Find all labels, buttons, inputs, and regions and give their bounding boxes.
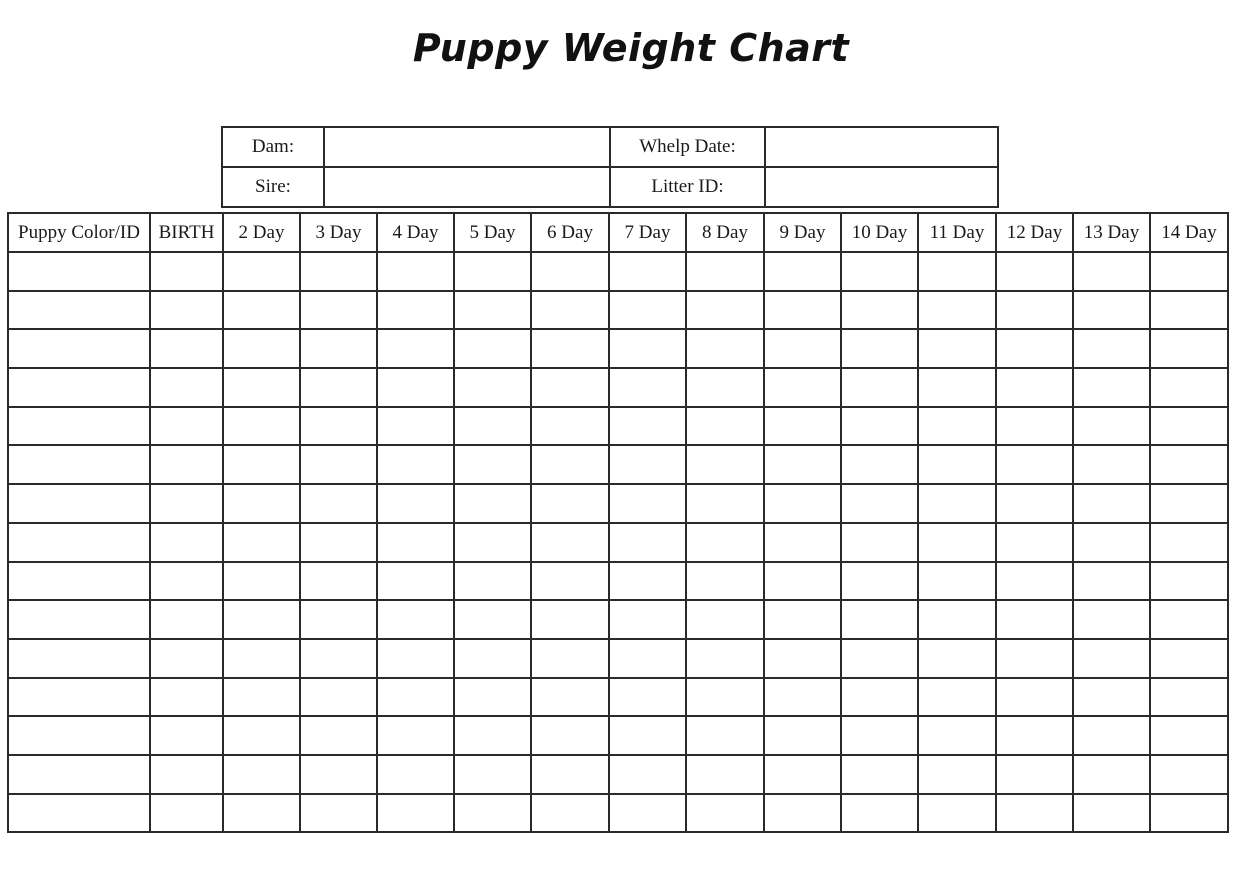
weight-cell[interactable] bbox=[609, 329, 686, 368]
weight-cell[interactable] bbox=[1150, 755, 1228, 794]
weight-cell[interactable] bbox=[454, 329, 531, 368]
weight-cell[interactable] bbox=[531, 368, 609, 407]
whelp-date-field[interactable] bbox=[765, 127, 998, 167]
weight-cell[interactable] bbox=[300, 678, 377, 717]
weight-cell[interactable] bbox=[841, 562, 918, 601]
weight-cell[interactable] bbox=[150, 523, 223, 562]
weight-cell[interactable] bbox=[1073, 368, 1150, 407]
weight-cell[interactable] bbox=[841, 484, 918, 523]
weight-table bbox=[7, 212, 1229, 833]
column-header: 6 Day bbox=[531, 213, 609, 252]
weight-cell[interactable] bbox=[764, 329, 841, 368]
weight-cell[interactable] bbox=[377, 291, 454, 330]
weight-cell[interactable] bbox=[1150, 562, 1228, 601]
column-header: BIRTH bbox=[150, 213, 223, 252]
weight-cell[interactable] bbox=[918, 484, 996, 523]
weight-cell[interactable] bbox=[454, 523, 531, 562]
column-header: 13 Day bbox=[1073, 213, 1150, 252]
weight-cell[interactable] bbox=[764, 291, 841, 330]
table-row bbox=[8, 291, 1228, 330]
weight-cell[interactable] bbox=[531, 523, 609, 562]
weight-cell[interactable] bbox=[300, 445, 377, 484]
weight-cell[interactable] bbox=[609, 407, 686, 446]
weight-cell[interactable] bbox=[996, 716, 1073, 755]
puppy-id-cell[interactable] bbox=[8, 252, 150, 291]
weight-cell[interactable] bbox=[150, 562, 223, 601]
weight-cell[interactable] bbox=[150, 716, 223, 755]
table-row bbox=[8, 562, 1228, 601]
column-header: Puppy Color/ID bbox=[8, 213, 150, 252]
weight-cell[interactable] bbox=[150, 445, 223, 484]
weight-cell[interactable] bbox=[223, 794, 300, 833]
puppy-id-cell[interactable] bbox=[8, 329, 150, 368]
weight-cell[interactable] bbox=[996, 639, 1073, 678]
weight-cell[interactable] bbox=[609, 291, 686, 330]
weight-cell[interactable] bbox=[300, 716, 377, 755]
weight-cell[interactable] bbox=[531, 252, 609, 291]
weight-cell[interactable] bbox=[764, 368, 841, 407]
weight-cell[interactable] bbox=[764, 639, 841, 678]
weight-cell[interactable] bbox=[996, 368, 1073, 407]
weight-cell[interactable] bbox=[686, 368, 764, 407]
weight-cell[interactable] bbox=[150, 291, 223, 330]
weight-cell[interactable] bbox=[686, 678, 764, 717]
weight-cell[interactable] bbox=[454, 562, 531, 601]
weight-cell[interactable] bbox=[531, 639, 609, 678]
weight-cell[interactable] bbox=[609, 639, 686, 678]
weight-cell[interactable] bbox=[1073, 755, 1150, 794]
weight-cell[interactable] bbox=[300, 600, 377, 639]
weight-cell[interactable] bbox=[300, 252, 377, 291]
weight-cell[interactable] bbox=[454, 368, 531, 407]
weight-cell[interactable] bbox=[531, 445, 609, 484]
weight-cell[interactable] bbox=[223, 252, 300, 291]
weight-cell[interactable] bbox=[918, 329, 996, 368]
weight-cell[interactable] bbox=[996, 484, 1073, 523]
column-header: 5 Day bbox=[454, 213, 531, 252]
table-row bbox=[8, 484, 1228, 523]
weight-cell[interactable] bbox=[300, 291, 377, 330]
weight-cell[interactable] bbox=[918, 678, 996, 717]
weight-cell[interactable] bbox=[223, 562, 300, 601]
weight-cell[interactable] bbox=[996, 562, 1073, 601]
weight-cell[interactable] bbox=[996, 291, 1073, 330]
weight-cell[interactable] bbox=[686, 484, 764, 523]
weight-cell[interactable] bbox=[609, 755, 686, 794]
weight-cell[interactable] bbox=[150, 794, 223, 833]
column-header: 7 Day bbox=[609, 213, 686, 252]
weight-cell[interactable] bbox=[300, 368, 377, 407]
weight-cell[interactable] bbox=[531, 329, 609, 368]
weight-cell[interactable] bbox=[300, 639, 377, 678]
weight-cell[interactable] bbox=[918, 291, 996, 330]
weight-cell[interactable] bbox=[918, 794, 996, 833]
table-row bbox=[8, 445, 1228, 484]
weight-cell[interactable] bbox=[377, 445, 454, 484]
weight-cell[interactable] bbox=[764, 562, 841, 601]
sire-field[interactable] bbox=[324, 167, 610, 207]
weight-cell[interactable] bbox=[764, 794, 841, 833]
weight-cell[interactable] bbox=[150, 484, 223, 523]
weight-cell[interactable] bbox=[996, 678, 1073, 717]
weight-cell[interactable] bbox=[764, 755, 841, 794]
weight-cell[interactable] bbox=[686, 794, 764, 833]
weight-cell[interactable] bbox=[609, 523, 686, 562]
weight-cell[interactable] bbox=[1073, 445, 1150, 484]
weight-cell[interactable] bbox=[150, 678, 223, 717]
weight-cell[interactable] bbox=[1150, 368, 1228, 407]
info-row-dam bbox=[222, 127, 998, 167]
weight-cell[interactable] bbox=[531, 678, 609, 717]
litter-id-field[interactable] bbox=[765, 167, 998, 207]
weight-cell[interactable] bbox=[223, 639, 300, 678]
table-header-row bbox=[8, 213, 1228, 252]
dam-field[interactable] bbox=[324, 127, 610, 167]
weight-cell[interactable] bbox=[377, 755, 454, 794]
weight-cell[interactable] bbox=[1150, 445, 1228, 484]
table-row bbox=[8, 600, 1228, 639]
weight-cell[interactable] bbox=[454, 252, 531, 291]
weight-cell[interactable] bbox=[686, 600, 764, 639]
weight-cell[interactable] bbox=[150, 755, 223, 794]
column-header: 12 Day bbox=[996, 213, 1073, 252]
weight-cell[interactable] bbox=[377, 600, 454, 639]
weight-cell[interactable] bbox=[1150, 639, 1228, 678]
puppy-id-cell[interactable] bbox=[8, 716, 150, 755]
weight-cell[interactable] bbox=[841, 755, 918, 794]
weight-cell[interactable] bbox=[531, 600, 609, 639]
weight-cell[interactable] bbox=[841, 639, 918, 678]
weight-cell[interactable] bbox=[1150, 716, 1228, 755]
weight-cell[interactable] bbox=[150, 407, 223, 446]
litter-id-label: Litter ID: bbox=[610, 167, 765, 207]
litter-info-table bbox=[221, 126, 999, 208]
weight-cell[interactable] bbox=[609, 484, 686, 523]
weight-cell[interactable] bbox=[841, 252, 918, 291]
weight-cell[interactable] bbox=[377, 523, 454, 562]
weight-cell[interactable] bbox=[223, 755, 300, 794]
weight-cell[interactable] bbox=[454, 407, 531, 446]
column-header: 4 Day bbox=[377, 213, 454, 252]
weight-cell[interactable] bbox=[996, 445, 1073, 484]
column-header: 2 Day bbox=[223, 213, 300, 252]
weight-cell[interactable] bbox=[223, 600, 300, 639]
weight-cell[interactable] bbox=[377, 678, 454, 717]
weight-cell[interactable] bbox=[1073, 329, 1150, 368]
weight-cell[interactable] bbox=[764, 407, 841, 446]
weight-cell[interactable] bbox=[531, 407, 609, 446]
weight-cell[interactable] bbox=[841, 407, 918, 446]
weight-cell[interactable] bbox=[531, 794, 609, 833]
weight-cell[interactable] bbox=[996, 600, 1073, 639]
weight-cell[interactable] bbox=[841, 600, 918, 639]
column-header: 10 Day bbox=[841, 213, 918, 252]
weight-cell[interactable] bbox=[300, 794, 377, 833]
weight-cell[interactable] bbox=[918, 562, 996, 601]
weight-cell[interactable] bbox=[223, 329, 300, 368]
table-row bbox=[8, 407, 1228, 446]
weight-cell[interactable] bbox=[1150, 678, 1228, 717]
puppy-id-cell[interactable] bbox=[8, 407, 150, 446]
weight-cell[interactable] bbox=[377, 407, 454, 446]
weight-cell[interactable] bbox=[1073, 484, 1150, 523]
weight-cell[interactable] bbox=[454, 716, 531, 755]
weight-cell[interactable] bbox=[223, 716, 300, 755]
weight-cell[interactable] bbox=[300, 523, 377, 562]
weight-cell[interactable] bbox=[223, 484, 300, 523]
weight-cell[interactable] bbox=[609, 562, 686, 601]
weight-cell[interactable] bbox=[764, 445, 841, 484]
weight-cell[interactable] bbox=[686, 716, 764, 755]
puppy-id-cell[interactable] bbox=[8, 291, 150, 330]
weight-cell[interactable] bbox=[996, 407, 1073, 446]
weight-cell[interactable] bbox=[454, 678, 531, 717]
column-header: 9 Day bbox=[764, 213, 841, 252]
weight-cell[interactable] bbox=[609, 252, 686, 291]
weight-cell[interactable] bbox=[1150, 252, 1228, 291]
weight-cell[interactable] bbox=[223, 445, 300, 484]
column-header: 14 Day bbox=[1150, 213, 1228, 252]
weight-cell[interactable] bbox=[918, 407, 996, 446]
table-row bbox=[8, 329, 1228, 368]
weight-cell[interactable] bbox=[996, 755, 1073, 794]
column-header: 3 Day bbox=[300, 213, 377, 252]
weight-cell[interactable] bbox=[454, 445, 531, 484]
weight-cell[interactable] bbox=[300, 755, 377, 794]
weight-cell[interactable] bbox=[764, 678, 841, 717]
weight-cell[interactable] bbox=[1150, 600, 1228, 639]
weight-cell[interactable] bbox=[531, 484, 609, 523]
weight-cell[interactable] bbox=[686, 252, 764, 291]
weight-cell[interactable] bbox=[531, 291, 609, 330]
info-row-sire bbox=[222, 167, 998, 207]
weight-cell[interactable] bbox=[686, 407, 764, 446]
puppy-id-cell[interactable] bbox=[8, 639, 150, 678]
weight-cell[interactable] bbox=[686, 445, 764, 484]
weight-cell[interactable] bbox=[1150, 484, 1228, 523]
weight-cell[interactable] bbox=[609, 716, 686, 755]
weight-cell[interactable] bbox=[1073, 794, 1150, 833]
weight-cell[interactable] bbox=[1073, 678, 1150, 717]
column-header: 11 Day bbox=[918, 213, 996, 252]
weight-cell[interactable] bbox=[609, 794, 686, 833]
weight-cell[interactable] bbox=[377, 639, 454, 678]
weight-cell[interactable] bbox=[150, 639, 223, 678]
weight-cell[interactable] bbox=[686, 523, 764, 562]
weight-cell[interactable] bbox=[531, 562, 609, 601]
weight-cell[interactable] bbox=[764, 716, 841, 755]
whelp-date-label: Whelp Date: bbox=[610, 127, 765, 167]
weight-cell[interactable] bbox=[996, 794, 1073, 833]
weight-cell[interactable] bbox=[150, 368, 223, 407]
puppy-id-cell[interactable] bbox=[8, 484, 150, 523]
puppy-id-cell[interactable] bbox=[8, 755, 150, 794]
weight-cell[interactable] bbox=[841, 329, 918, 368]
weight-cell[interactable] bbox=[996, 523, 1073, 562]
puppy-id-cell[interactable] bbox=[8, 678, 150, 717]
table-row bbox=[8, 252, 1228, 291]
weight-cell[interactable] bbox=[918, 639, 996, 678]
weight-cell[interactable] bbox=[1073, 523, 1150, 562]
weight-cell[interactable] bbox=[1073, 716, 1150, 755]
weight-cell[interactable] bbox=[1150, 407, 1228, 446]
weight-cell[interactable] bbox=[918, 445, 996, 484]
weight-cell[interactable] bbox=[841, 678, 918, 717]
weight-cell[interactable] bbox=[841, 291, 918, 330]
weight-cell[interactable] bbox=[454, 755, 531, 794]
weight-cell[interactable] bbox=[841, 794, 918, 833]
weight-cell[interactable] bbox=[841, 716, 918, 755]
column-header: 8 Day bbox=[686, 213, 764, 252]
page-title: Puppy Weight Chart bbox=[412, 26, 850, 70]
weight-cell[interactable] bbox=[377, 368, 454, 407]
weight-cell[interactable] bbox=[454, 600, 531, 639]
weight-cell[interactable] bbox=[609, 600, 686, 639]
table-row bbox=[8, 755, 1228, 794]
weight-cell[interactable] bbox=[841, 445, 918, 484]
weight-cell[interactable] bbox=[764, 523, 841, 562]
weight-cell[interactable] bbox=[454, 794, 531, 833]
puppy-id-cell[interactable] bbox=[8, 445, 150, 484]
weight-cell[interactable] bbox=[918, 716, 996, 755]
sire-label: Sire: bbox=[222, 167, 324, 207]
weight-cell[interactable] bbox=[150, 329, 223, 368]
table-row bbox=[8, 678, 1228, 717]
weight-cell[interactable] bbox=[223, 368, 300, 407]
weight-cell[interactable] bbox=[223, 523, 300, 562]
weight-cell[interactable] bbox=[531, 716, 609, 755]
weight-cell[interactable] bbox=[1150, 794, 1228, 833]
weight-cell[interactable] bbox=[150, 600, 223, 639]
weight-cell[interactable] bbox=[764, 484, 841, 523]
weight-cell[interactable] bbox=[377, 484, 454, 523]
weight-cell[interactable] bbox=[841, 523, 918, 562]
dam-label: Dam: bbox=[222, 127, 324, 167]
weight-cell[interactable] bbox=[377, 794, 454, 833]
weight-cell[interactable] bbox=[300, 329, 377, 368]
weight-cell[interactable] bbox=[1073, 407, 1150, 446]
weight-cell[interactable] bbox=[764, 600, 841, 639]
weight-cell[interactable] bbox=[300, 562, 377, 601]
weight-cell[interactable] bbox=[377, 562, 454, 601]
weight-cell[interactable] bbox=[686, 291, 764, 330]
puppy-id-cell[interactable] bbox=[8, 562, 150, 601]
weight-cell[interactable] bbox=[918, 252, 996, 291]
weight-cell[interactable] bbox=[1073, 562, 1150, 601]
weight-cell[interactable] bbox=[609, 445, 686, 484]
table-row bbox=[8, 523, 1228, 562]
puppy-id-cell[interactable] bbox=[8, 794, 150, 833]
weight-cell[interactable] bbox=[609, 368, 686, 407]
weight-cell[interactable] bbox=[1150, 523, 1228, 562]
weight-cell[interactable] bbox=[686, 329, 764, 368]
weight-cell[interactable] bbox=[686, 755, 764, 794]
puppy-id-cell[interactable] bbox=[8, 368, 150, 407]
weight-cell[interactable] bbox=[918, 368, 996, 407]
weight-cell[interactable] bbox=[531, 755, 609, 794]
weight-cell[interactable] bbox=[223, 291, 300, 330]
weight-cell[interactable] bbox=[377, 252, 454, 291]
table-row bbox=[8, 368, 1228, 407]
table-row bbox=[8, 716, 1228, 755]
weight-cell[interactable] bbox=[377, 329, 454, 368]
puppy-id-cell[interactable] bbox=[8, 523, 150, 562]
weight-cell[interactable] bbox=[1073, 252, 1150, 291]
weight-cell[interactable] bbox=[1073, 639, 1150, 678]
weight-cell[interactable] bbox=[918, 600, 996, 639]
table-row bbox=[8, 794, 1228, 833]
weight-cell[interactable] bbox=[609, 678, 686, 717]
weight-cell[interactable] bbox=[300, 407, 377, 446]
weight-cell[interactable] bbox=[918, 755, 996, 794]
weight-cell[interactable] bbox=[454, 291, 531, 330]
weight-cell[interactable] bbox=[1073, 600, 1150, 639]
puppy-id-cell[interactable] bbox=[8, 600, 150, 639]
weight-cell[interactable] bbox=[996, 329, 1073, 368]
weight-cell[interactable] bbox=[764, 252, 841, 291]
weight-cell[interactable] bbox=[300, 484, 377, 523]
weight-cell[interactable] bbox=[223, 678, 300, 717]
weight-cell[interactable] bbox=[454, 484, 531, 523]
weight-cell[interactable] bbox=[1073, 291, 1150, 330]
weight-cell[interactable] bbox=[1150, 291, 1228, 330]
weight-cell[interactable] bbox=[996, 252, 1073, 291]
weight-cell[interactable] bbox=[686, 562, 764, 601]
weight-cell[interactable] bbox=[377, 716, 454, 755]
weight-cell[interactable] bbox=[686, 639, 764, 678]
weight-cell[interactable] bbox=[150, 252, 223, 291]
weight-cell[interactable] bbox=[1150, 329, 1228, 368]
table-row bbox=[8, 639, 1228, 678]
weight-cell[interactable] bbox=[223, 407, 300, 446]
weight-cell[interactable] bbox=[454, 639, 531, 678]
weight-cell[interactable] bbox=[841, 368, 918, 407]
weight-cell[interactable] bbox=[918, 523, 996, 562]
